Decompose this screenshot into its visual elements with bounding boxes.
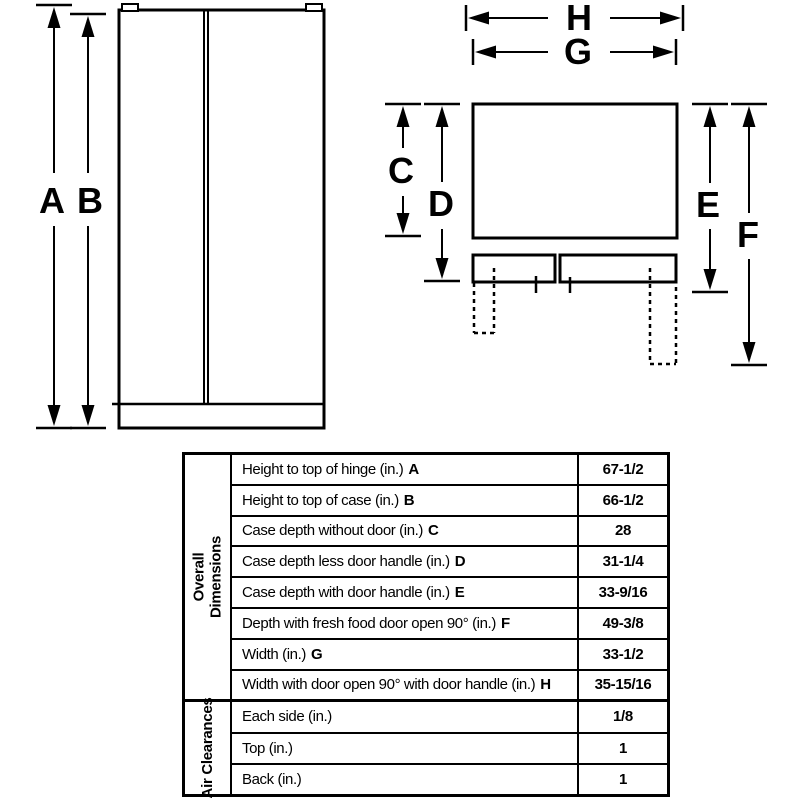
dim-key: A	[408, 460, 420, 478]
dim-line-g	[473, 31, 676, 72]
top-case-outline	[473, 104, 677, 238]
dim-label-d: D	[428, 183, 454, 224]
dim-label-c: C	[388, 150, 414, 191]
dim-label-f: F	[737, 214, 759, 255]
spec-value: 49-3/8	[602, 614, 644, 632]
spec-desc	[232, 734, 579, 763]
spec-desc	[232, 455, 579, 484]
dim-key: F	[500, 614, 511, 632]
dim-label-a: A	[39, 180, 65, 221]
dim-key: G	[310, 645, 323, 663]
spec-value: 31-1/4	[602, 553, 644, 571]
dim-key: H	[540, 676, 552, 694]
table-row	[232, 702, 667, 731]
overall-dimensions-label-cell	[185, 455, 232, 699]
fridge-front-view	[112, 4, 324, 428]
table-row	[232, 638, 667, 669]
spec-value: 1	[618, 739, 628, 757]
spec-value: 66-1/2	[602, 491, 644, 509]
table-row	[232, 545, 667, 576]
air-clearances-label: Air Clearances	[198, 697, 216, 799]
dim-label-e: E	[695, 184, 721, 225]
dim-line-e	[692, 104, 728, 292]
spec-desc-text: Each side (in.)	[242, 708, 332, 726]
table-row	[232, 515, 667, 546]
dim-line-b	[70, 14, 106, 428]
overall-dimensions-rows	[232, 455, 667, 699]
fresh-food-door	[560, 255, 676, 282]
spec-desc-text: Depth with fresh food door open 90° (in.)	[242, 614, 496, 632]
dim-line-c	[385, 104, 421, 236]
spec-value: 35-15/16	[594, 676, 652, 694]
spec-desc-text: Width (in.)	[242, 645, 306, 663]
overall-dimensions-label: Overall Dimensions	[190, 536, 224, 619]
spec-value: 33-1/2	[602, 645, 644, 663]
hinge-right	[306, 4, 322, 11]
table-row	[232, 455, 667, 484]
hinge-left	[122, 4, 138, 11]
air-clearances-label-cell	[185, 697, 232, 799]
table-row	[232, 484, 667, 515]
dim-key: E	[454, 584, 465, 602]
spec-value: 33-9/16	[598, 584, 648, 602]
table-row	[232, 763, 667, 794]
spec-desc-text: Case depth less door handle (in.)	[242, 553, 450, 571]
spec-desc	[232, 671, 579, 700]
spec-desc	[232, 702, 579, 731]
spec-desc-text: Top (in.)	[242, 739, 293, 757]
overall-dimensions-group	[185, 455, 667, 699]
freezer-door	[473, 255, 555, 282]
spec-desc-text: Case depth with door handle (in.)	[242, 584, 450, 602]
dim-line-d	[424, 104, 460, 281]
air-clearances-group	[185, 697, 667, 799]
dim-label-b: B	[77, 180, 103, 221]
spec-desc-text: Width with door open 90° with door handle (in.)	[242, 676, 536, 694]
spec-desc-text: Back (in.)	[242, 770, 302, 788]
spec-desc-text: Height to top of hinge (in.)	[242, 460, 404, 478]
dim-label-h: H	[566, 0, 592, 38]
fridge-top-view	[473, 104, 677, 293]
dim-line-a	[36, 5, 72, 428]
spec-desc-text: Height to top of case (in.)	[242, 491, 399, 509]
front-case-outline	[119, 10, 324, 428]
spec-desc	[232, 517, 579, 546]
air-clearances-rows	[232, 702, 667, 794]
table-row	[232, 732, 667, 763]
table-row	[232, 607, 667, 638]
dim-key: B	[403, 491, 415, 509]
dim-line-f	[731, 104, 767, 365]
dim-key: C	[428, 522, 439, 540]
spec-desc	[232, 547, 579, 576]
spec-desc	[232, 765, 579, 794]
spec-desc	[232, 486, 579, 515]
spec-value: 1	[618, 770, 628, 788]
spec-desc	[232, 609, 579, 638]
dim-label-g: G	[563, 31, 593, 72]
table-row	[232, 669, 667, 700]
spec-desc	[232, 640, 579, 669]
spec-value: 1/8	[613, 708, 633, 726]
spec-desc	[232, 578, 579, 607]
spec-table	[182, 452, 670, 797]
spec-value: 28	[614, 522, 632, 540]
spec-desc-text: Case depth without door (in.)	[242, 522, 424, 540]
table-row	[232, 576, 667, 607]
dim-key: D	[454, 553, 466, 571]
spec-value: 67-1/2	[602, 460, 644, 478]
